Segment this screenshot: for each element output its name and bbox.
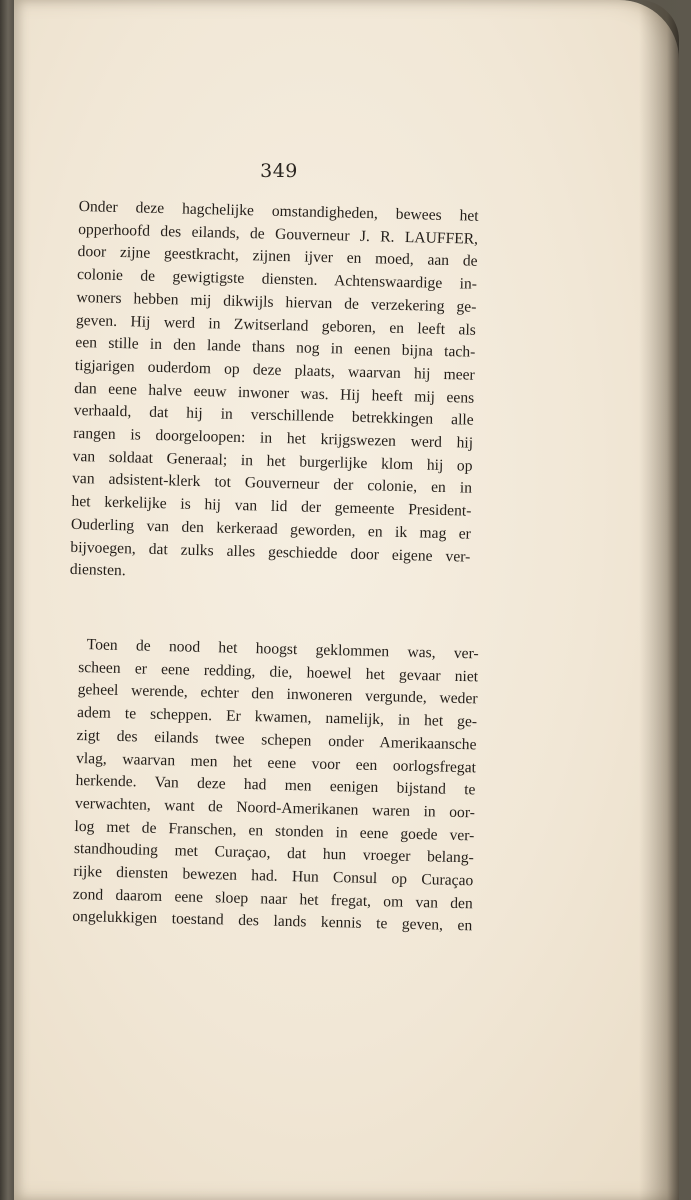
text-line: adem te scheppen. Er kwamen, namelijk, in het ge- (76, 704, 478, 731)
text-line: Ouderling van den kerkeraad geworden, en ik mag er (70, 515, 472, 543)
text-line: van soldaat Generaal; in het burgerlijke klom hij op (72, 447, 473, 475)
text-line: verwachten, want de Noord-Amerikanen waren in oor- (74, 794, 476, 822)
paragraph-1 (70, 196, 479, 592)
text-line: woners hebben mij dikwijls hiervan de verzekering ge- (76, 288, 477, 316)
text-line: geheel werende, echter den inwoneren vergunde, weder (77, 681, 478, 708)
page-number: 349 (260, 160, 298, 182)
text-line: herkende. Van deze had men eenigen bijstand te (75, 772, 476, 799)
text-line: Onder deze hagchelijke omstandigheden, bewees het (78, 197, 479, 225)
text-line: scheen er eene redding, die, hoewel het gevaar niet (78, 658, 479, 686)
text-line: verhaald, dat hij in verschillende betrekkingen alle (73, 402, 474, 430)
text-line: colonie de gewigtigste diensten. Achtenswaardige in- (76, 266, 478, 293)
text-line: Toen de nood het hoogst geklommen was, ver- (86, 636, 479, 663)
text-line: zigt des eilands twee schepen onder Amerikaansche (76, 726, 477, 754)
text-line: log met de Franschen, en stonden in eene goede ver- (74, 817, 475, 844)
paper-sheet (14, 0, 679, 1200)
page-edge-shadow (639, 0, 679, 1200)
text-line: opperhoofd des eilands, de Gouverneur J. R. LAUFFER, (77, 220, 479, 248)
paragraph-2 (72, 634, 479, 938)
text-line: bijvoegen, dat zulks alles geschiedde door eigene ver- (70, 538, 471, 566)
text-line: zond daarom eene sloep naar het fregat, om van den (72, 885, 473, 913)
text-line: dan eene halve eeuw inwoner was. Hij heeft mij eens (74, 379, 475, 407)
text-line: standhouding met Curaçao, dat hun vroeger belang- (73, 840, 475, 867)
text-line: vlag, waarvan men het eene voor een oorlogsfregat (75, 749, 477, 776)
text-line: rijke diensten bewezen had. Hun Consul op Curaçao (73, 862, 474, 890)
text-line: het kerkelijke is hij van lid der gemeente President- (71, 493, 472, 520)
text-line: ongelukkigen toestand des lands kennis te geven, en (72, 908, 473, 935)
text-line: door zijne geestkracht, zijnen ijver en moed, aan de (77, 243, 478, 271)
text-line: diensten. (69, 561, 126, 580)
text-line: van adsistent-klerk tot Gouverneur der colonie, en in (71, 470, 473, 498)
text-line: geven. Hij werd in Zwitserland geboren, en leeft als (75, 311, 477, 339)
text-line: tigjarigen ouderdom op deze plaats, waarvan hij meer (74, 356, 475, 384)
text-line: een stille in den lande thans nog in eenen bijna tach- (75, 334, 476, 361)
text-line: rangen is doorgeloopen: in het krijgswezen werd hij (72, 424, 474, 452)
